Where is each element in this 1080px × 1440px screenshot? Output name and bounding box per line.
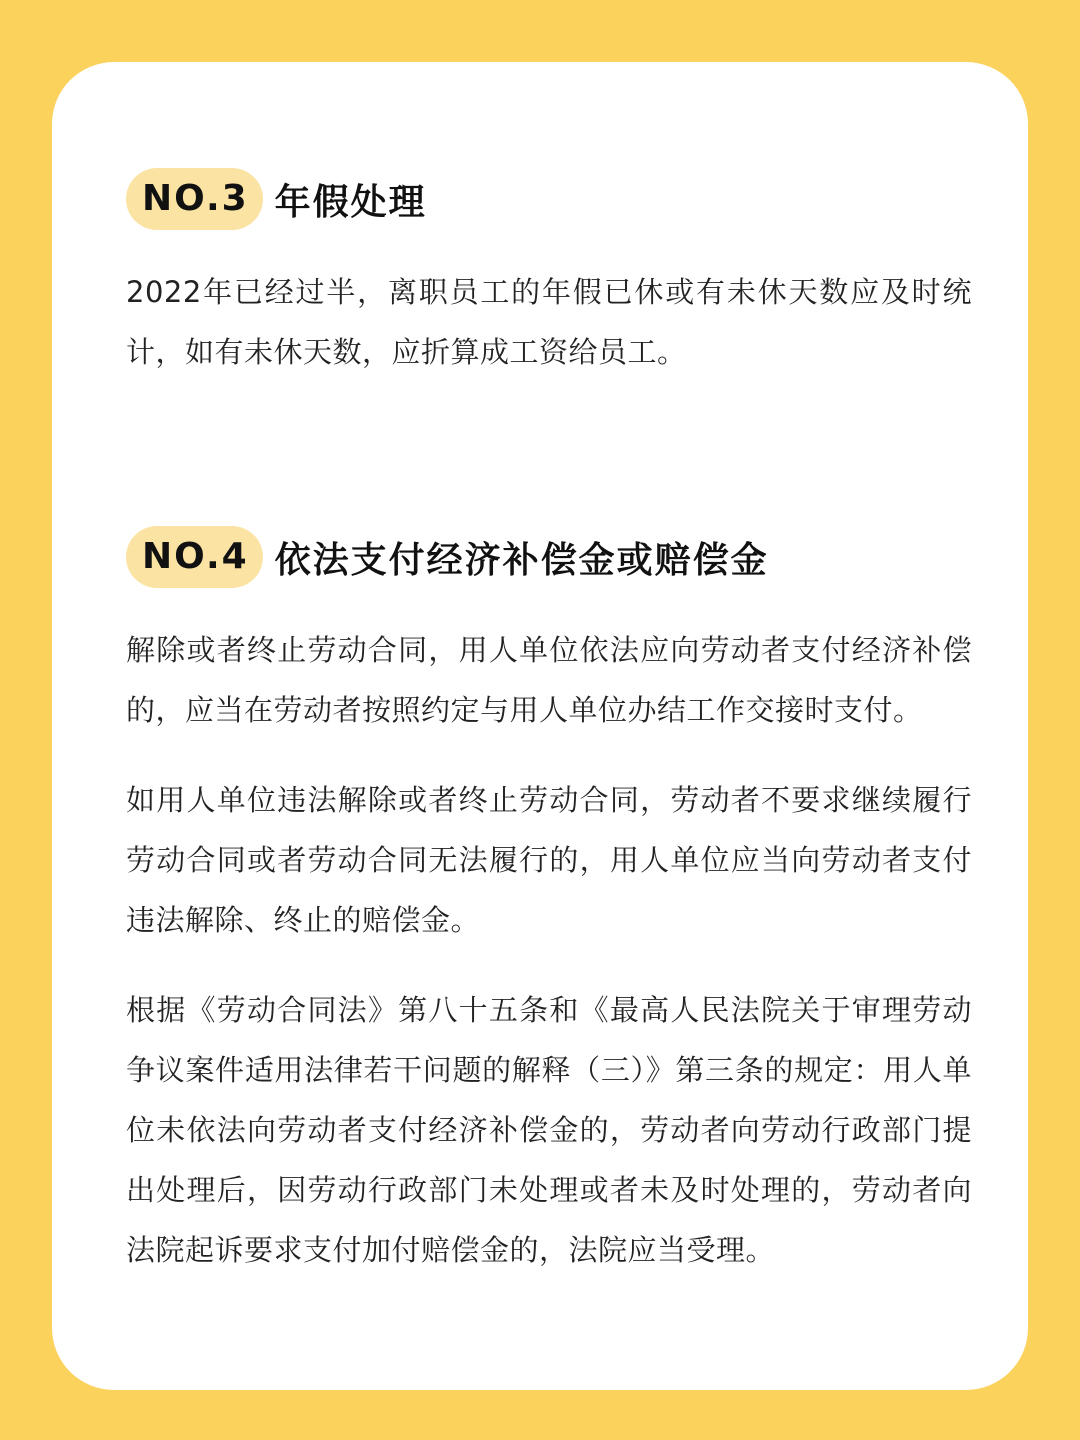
- paragraph: 如用人单位违法解除或者终止劳动合同，劳动者不要求继续履行劳动合同或者劳动合同无法履行的，用人单位应当向劳动者支付违法解除、终止的赔偿金。: [126, 783, 972, 937]
- paragraph: 根据《劳动合同法》第八十五条和《最高人民法院关于审理劳动争议案件适用法律若干问题的解释（三）》第三条的规定：用人单位未依法向劳动者支付经济补偿金的，劳动者向劳动行政部门提出处理后，因劳动行政部门未处理或者未及时处理的，劳动者向法院起诉要求支付加付赔偿金的，法院应当受理。: [126, 993, 972, 1267]
- paragraph: 2022年已经过半，离职员工的年假已休或有未休天数应及时统计，如有未休天数，应折算成工资给员工。: [126, 275, 972, 369]
- section-number-badge: NO.4: [126, 526, 263, 588]
- section-title: 依法支付经济补偿金或赔偿金: [274, 539, 769, 581]
- section-title: 年假处理: [274, 181, 427, 223]
- section-heading: [126, 526, 972, 588]
- section-annual-leave: [126, 168, 972, 412]
- section-body: [126, 262, 972, 382]
- section-body: [126, 620, 972, 1280]
- paragraph: 解除或者终止劳动合同，用人单位依法应向劳动者支付经济补偿的，应当在劳动者按照约定与用人单位办结工作交接时支付。: [126, 633, 972, 727]
- content-card: [52, 62, 1028, 1390]
- section-compensation: [126, 526, 972, 1310]
- section-number-badge: NO.3: [126, 168, 263, 230]
- section-heading: [126, 168, 972, 230]
